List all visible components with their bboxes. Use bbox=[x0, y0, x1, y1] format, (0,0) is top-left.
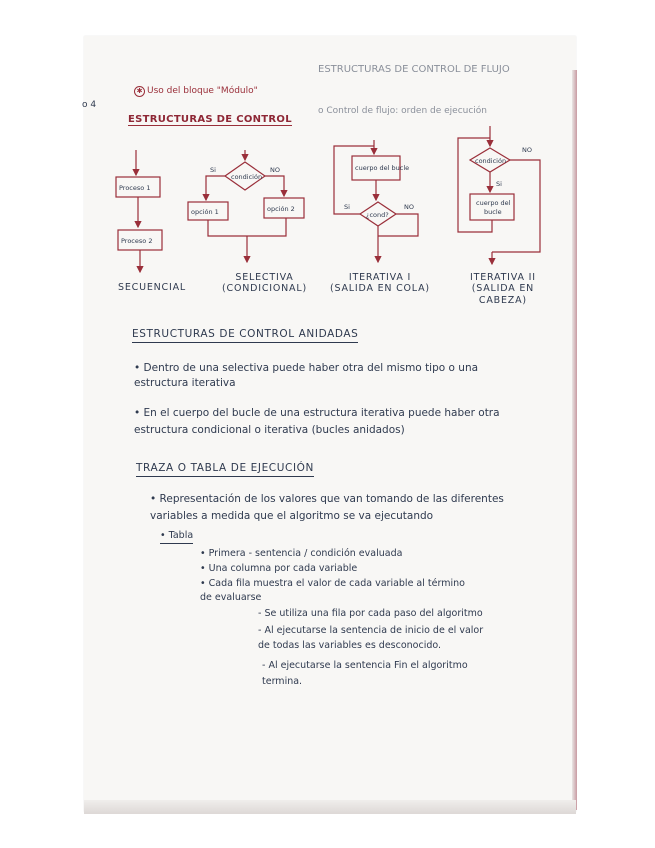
it2-no-label: NO bbox=[522, 146, 532, 154]
tabla-item-3: • Cada fila muestra el valor de cada variable al término bbox=[200, 578, 465, 589]
tabla-label: • Tabla bbox=[160, 530, 193, 544]
sel-option-2-label: opción 2 bbox=[267, 205, 295, 213]
header-note-text: Uso del bloque "Módulo" bbox=[147, 86, 258, 96]
asterisk-icon: ✱ bbox=[134, 86, 145, 97]
nested-bullet-2-l2: estructura condicional o iterativa (bucles anidados) bbox=[134, 424, 405, 436]
caption-iterativa-1-l2: (SALIDA EN COLA) bbox=[330, 283, 430, 295]
caption-selectiva-l2: (CONDICIONAL) bbox=[222, 283, 307, 295]
it1-no-label: NO bbox=[404, 203, 414, 211]
it2-body-label-1: cuerpo del bbox=[476, 199, 511, 207]
caption-secuencial: SECUENCIAL bbox=[118, 282, 186, 293]
heading-nested: ESTRUCTURAS DE CONTROL ANIDADAS bbox=[132, 328, 358, 343]
margin-mark: o 4 bbox=[82, 100, 97, 110]
bleed-line: o Control de flujo: orden de ejecución bbox=[318, 106, 488, 116]
trace-bullet-l1: • Representación de los valores que van tomando de las diferentes bbox=[150, 493, 504, 505]
seq-box-1-label: Proceso 1 bbox=[119, 184, 151, 192]
heading-structures: ESTRUCTURAS DE CONTROL bbox=[128, 114, 292, 125]
it2-body-label-2: bucle bbox=[484, 208, 502, 216]
caption-selectiva-l1: SELECTIVA bbox=[235, 272, 294, 283]
caption-iterativa-2-l1: ITERATIVA II bbox=[470, 272, 536, 283]
nested-bullet-1-l2: estructura iterativa bbox=[134, 377, 236, 389]
tabla-item-4: de evaluarse bbox=[200, 592, 262, 603]
tabla-item-2: • Una columna por cada variable bbox=[200, 563, 358, 574]
caption-iterativa-1 bbox=[330, 272, 430, 295]
nested-bullet-1-l1: • Dentro de una selectiva puede haber otra del mismo tipo o una bbox=[134, 362, 479, 374]
sel-diamond-label: condición bbox=[231, 173, 263, 181]
tabla-item-1: • Primera - sentencia / condición evaluada bbox=[200, 548, 403, 559]
caption-iterativa-2-l2: (SALIDA EN bbox=[471, 283, 535, 295]
bleed-title: ESTRUCTURAS DE CONTROL DE FLUJO bbox=[318, 64, 510, 75]
caption-selectiva bbox=[222, 272, 307, 295]
caption-iterativa-1-l1: ITERATIVA I bbox=[348, 272, 412, 283]
seq-box-2-label: Proceso 2 bbox=[121, 237, 153, 245]
it2-yes-label: Si bbox=[496, 180, 502, 188]
trace-bullet-l2: variables a medida que el algoritmo se va ejecutando bbox=[150, 510, 434, 522]
caption-iterativa-2 bbox=[470, 272, 536, 306]
sub-item-2: - Al ejecutarse la sentencia de inicio de el valor bbox=[258, 625, 484, 636]
sub-item-4: - Al ejecutarse la sentencia Fin el algoritmo bbox=[262, 660, 468, 671]
sub-item-3: de todas las variables es desconocido. bbox=[258, 640, 442, 651]
it2-body bbox=[470, 194, 514, 220]
caption-iterativa-2-l3: CABEZA) bbox=[478, 294, 527, 306]
sel-no-label: NO bbox=[270, 166, 280, 174]
it1-body-label: cuerpo del bucle bbox=[355, 164, 410, 172]
it2-diamond-label: condición bbox=[475, 157, 507, 165]
it1-diamond-label: ¿cond? bbox=[366, 211, 389, 219]
it1-yes-label: Si bbox=[344, 203, 350, 211]
sel-option-1-label: opción 1 bbox=[191, 208, 219, 216]
sub-item-1: - Se utiliza una fila por cada paso del algoritmo bbox=[258, 608, 483, 619]
heading-trace: TRAZA O TABLA DE EJECUCIÓN bbox=[136, 462, 314, 477]
sel-yes-label: Si bbox=[210, 166, 216, 174]
sub-item-5: termina. bbox=[262, 676, 303, 687]
nested-bullet-2-l1: • En el cuerpo del bucle de una estructura iterativa puede haber otra bbox=[134, 407, 500, 419]
